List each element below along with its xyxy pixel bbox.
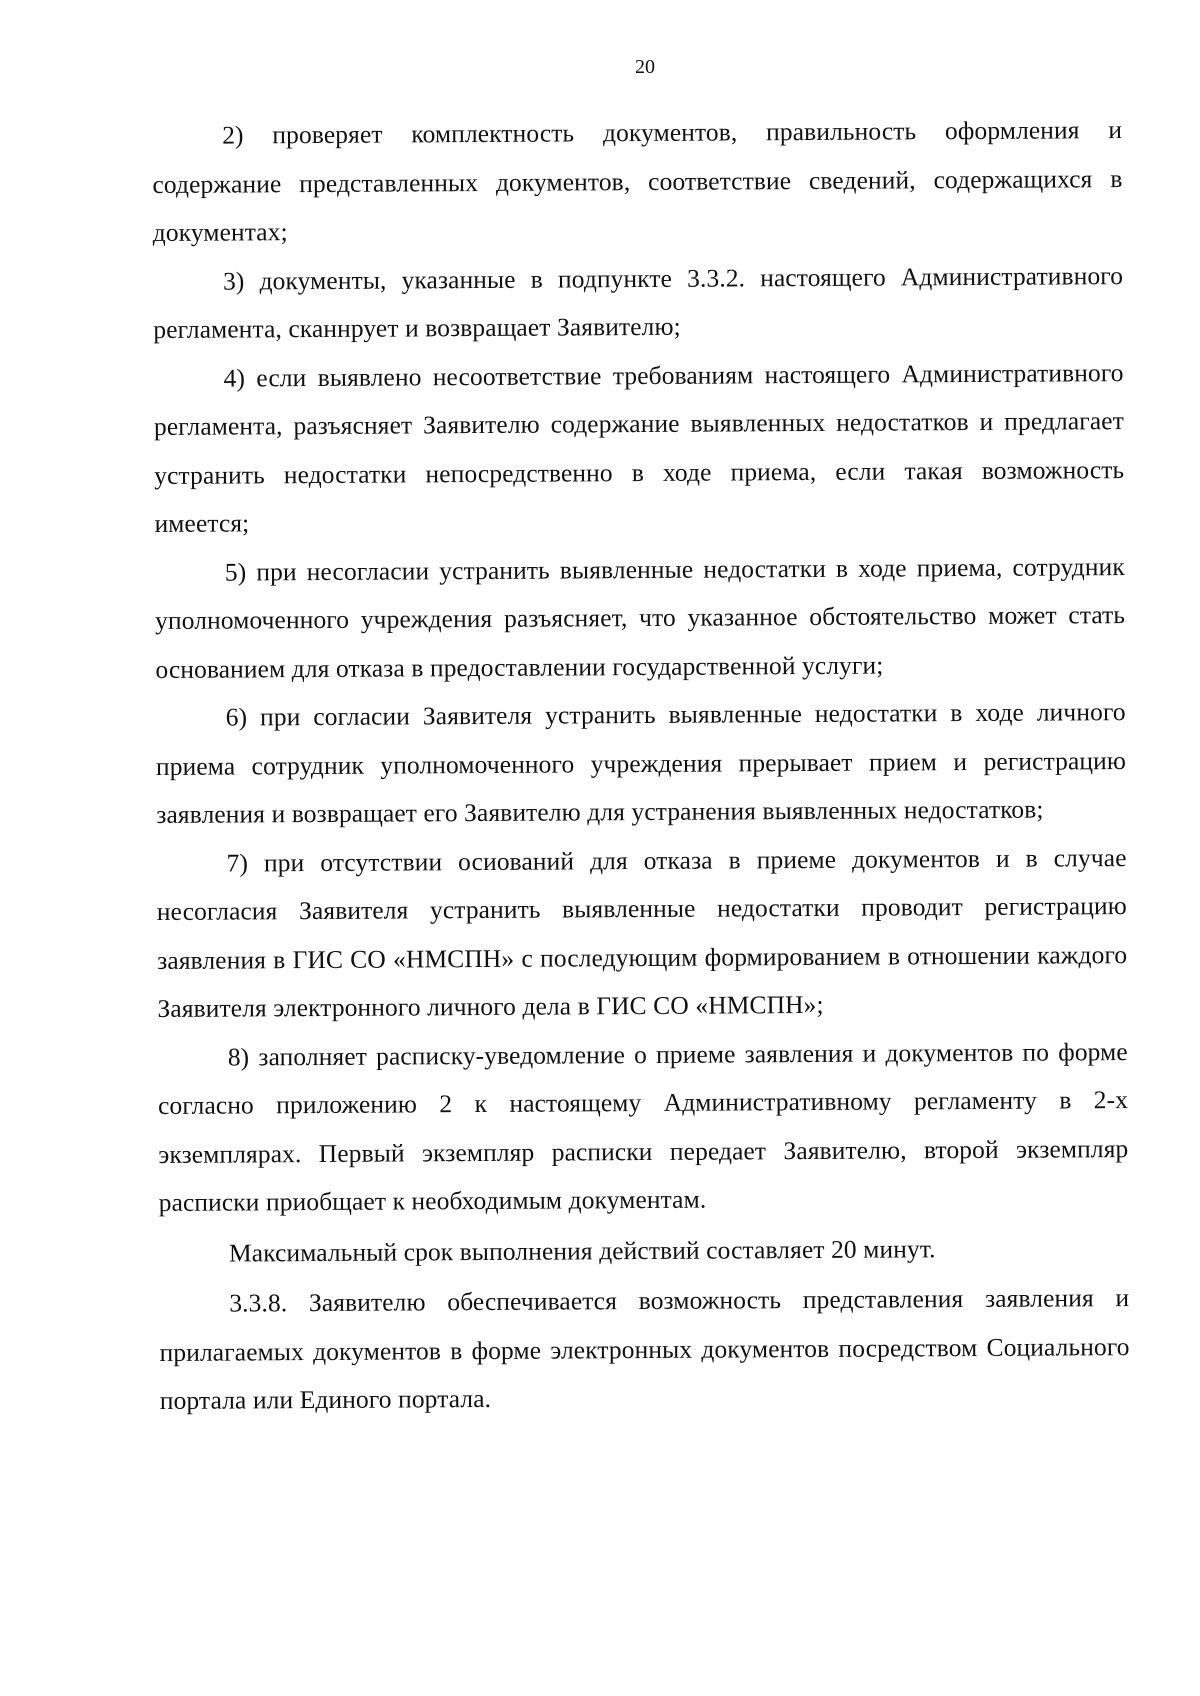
paragraph-section-3-3-8: 3.3.8. Заявителю обеспечивается возможность представления заявления и прилагаемых документов в форме электронных документов посредством Социального портала или Единого портала. xyxy=(159,1283,1130,1415)
document-body xyxy=(152,106,1130,1425)
paragraph-item-5: 5) при несогласии устранить выявленные недостатки в ходе приема, сотрудник уполномоченного учреждения разъясняет, что указанное обстоятельство может стать основанием для отказа в предоставлении государственной услуги; xyxy=(155,551,1126,684)
paragraph-item-7: 7) при отсутствии осиований для отказа в приеме документов и в случае несогласия Заявителя устранить выявленные недостатки проводит регистрацию заявления в ГИС СО «НМСПН» с последующим формированием в отношении каждого Заявителя электронного личного дела в ГИС СО «НМСПН»; xyxy=(156,842,1128,1023)
paragraph-item-3: 3) документы, указанные в подпункте 3.3.2. настоящего Административного регламента, сканнрует и возвращает Заявителю; xyxy=(153,260,1124,344)
page-number: 20 xyxy=(635,56,655,78)
paragraph-item-4: 4) если выявлено несоответствие требованиям настоящего Административного регламента, разъясняет Заявителю содержание выявленных недостатков и предлагает устранить недостатки непосредственно в ходе приема, если такая возможность имеется; xyxy=(153,357,1125,538)
paragraph-item-8: 8) заполняет расписку-уведомление о приеме заявления и документов по форме согласно приложению 2 к настоящему Административному регламенту в 2-х экземплярах. Первый экземпляр расписки передает Заявителю, второй экземпляр расписки приобщает к необходимым документам. xyxy=(157,1036,1129,1217)
paragraph-max-time: Максимальный срок выполнения действий составляет 20 минут. xyxy=(228,1233,936,1268)
paragraph-item-6: 6) при согласии Заявителя устранить выявленные недостатки в ходе личного приема сотрудник уполномоченного учреждения прерывает прием и регистрацию заявления и возвращает его Заявителю для устранения выявленных недостатков; xyxy=(155,697,1127,829)
paragraph-item-2: 2) проверяет комплектность документов, правильность оформления и содержание представленных документов, соответствие сведений, содержащихся в документах; xyxy=(152,115,1123,247)
